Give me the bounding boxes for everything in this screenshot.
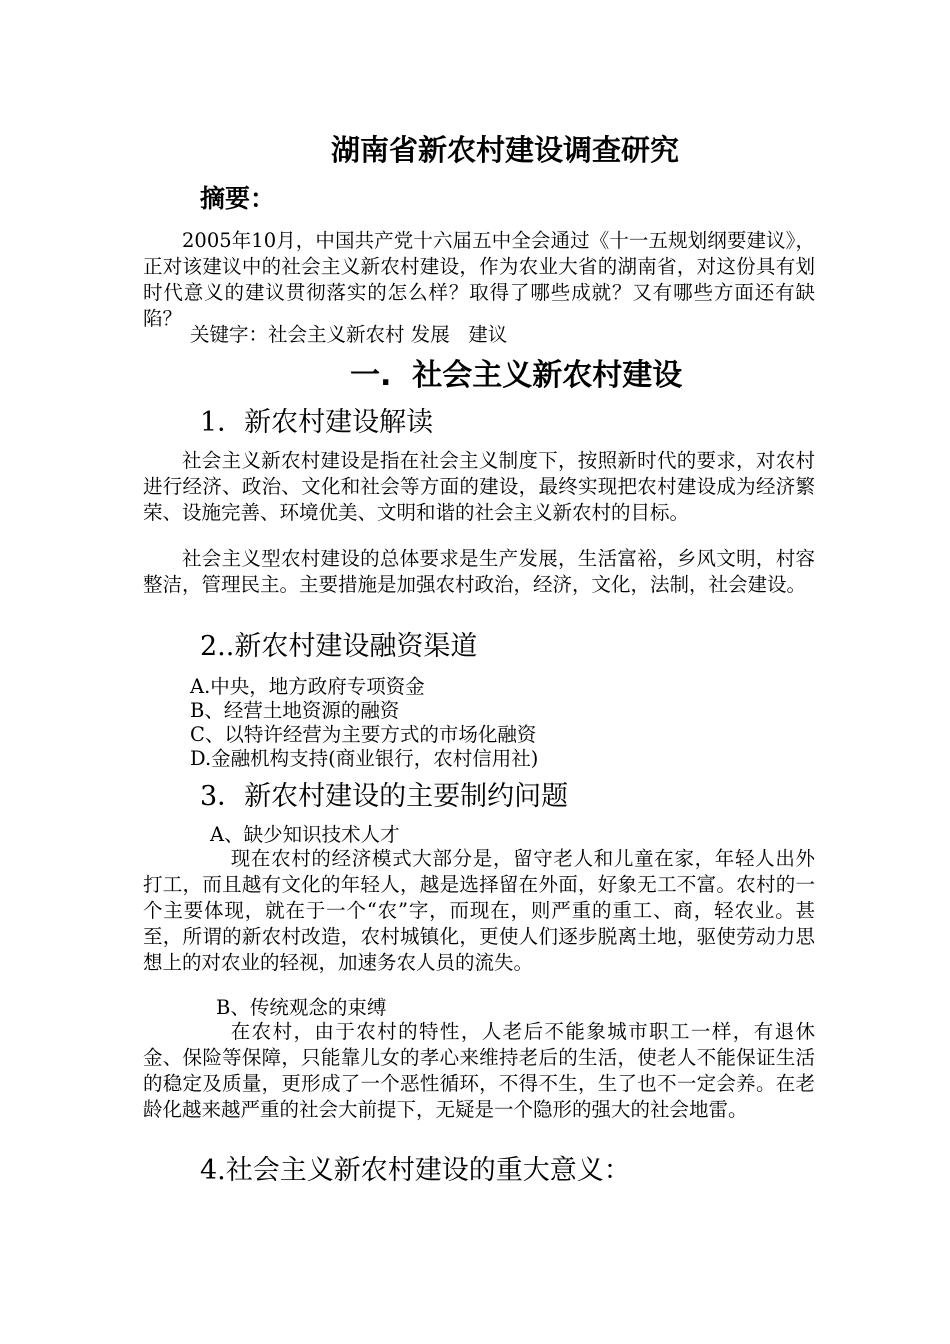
document-title: 湖南省新农村建设调查研究 <box>330 133 679 167</box>
point-heading: B、传统观念的束缚 <box>216 996 387 1019</box>
abstract-paragraph: 2005年10月，中国共产党十六届五中全会通过《十一五规划纲要建议》，正对该建议中的社会主义新农村建设，作为农业大省的湖南省，对这份具有划时代意义的建议贯彻落实的怎么样？取得了哪些成就？又有哪些方面还有缺陷？ <box>143 229 815 330</box>
point-heading: A、缺少知识技术人才 <box>210 823 400 846</box>
section-heading-1: 一. 社会主义新农村建设 <box>350 358 683 393</box>
subsection-heading-4: 4.社会主义新农村建设的重大意义： <box>200 1155 631 1186</box>
list-item: B、经营土地资源的融资 <box>190 699 400 722</box>
subsection-heading-1: 1．新农村建设解读 <box>200 407 434 438</box>
body-paragraph: 社会主义新农村建设是指在社会主义制度下，按照新时代的要求，对农村进行经济、政治、文化和社会等方面的建设，最终实现把农村建设成为经济繁荣、设施完善、环境优美、文明和谐的社会主义新农村的目标。 <box>143 449 815 524</box>
abstract-heading: 摘要： <box>200 184 276 213</box>
list-item: A.中央，地方政府专项资金 <box>190 675 425 698</box>
list-item: C、以特许经营为主要方式的市场化融资 <box>190 723 537 746</box>
subsection-heading-3: 3．新农村建设的主要制约问题 <box>200 781 569 812</box>
body-paragraph: 现在农村的经济模式大部分是，留守老人和儿童在家，年轻人出外打工，而且越有文化的年轻人，越是选择留在外面，好象无工不富。农村的一个主要体现，就在于一个“农”字，而现在，则严重的重工、商，轻农业。甚至，所谓的新农村改造，农村城镇化，更使人们逐步脱离土地，驱使劳动力思想上的对农业的轻视，加速务农人员的流失。 <box>143 847 815 974</box>
keywords-line: 关键字：社会主义新农村 发展 建议 <box>190 323 508 346</box>
subsection-heading-2: 2..新农村建设融资渠道 <box>200 631 478 662</box>
body-paragraph: 在农村，由于农村的特性，人老后不能象城市职工一样，有退休金、保险等保障，只能靠儿女的孝心来维持老后的生活，使老人不能保证生活的稳定及质量，更形成了一个恶性循环，不得不生，生了也不一定会养。在老龄化越来越严重的社会大前提下，无疑是一个隐形的强大的社会地雷。 <box>143 1020 815 1121</box>
list-item: D.金融机构支持(商业银行，农村信用社) <box>190 747 539 770</box>
body-paragraph: 社会主义型农村建设的总体要求是生产发展，生活富裕，乡风文明，村容整洁，管理民主。主要措施是加强农村政治，经济，文化，法制，社会建设。 <box>143 547 815 596</box>
